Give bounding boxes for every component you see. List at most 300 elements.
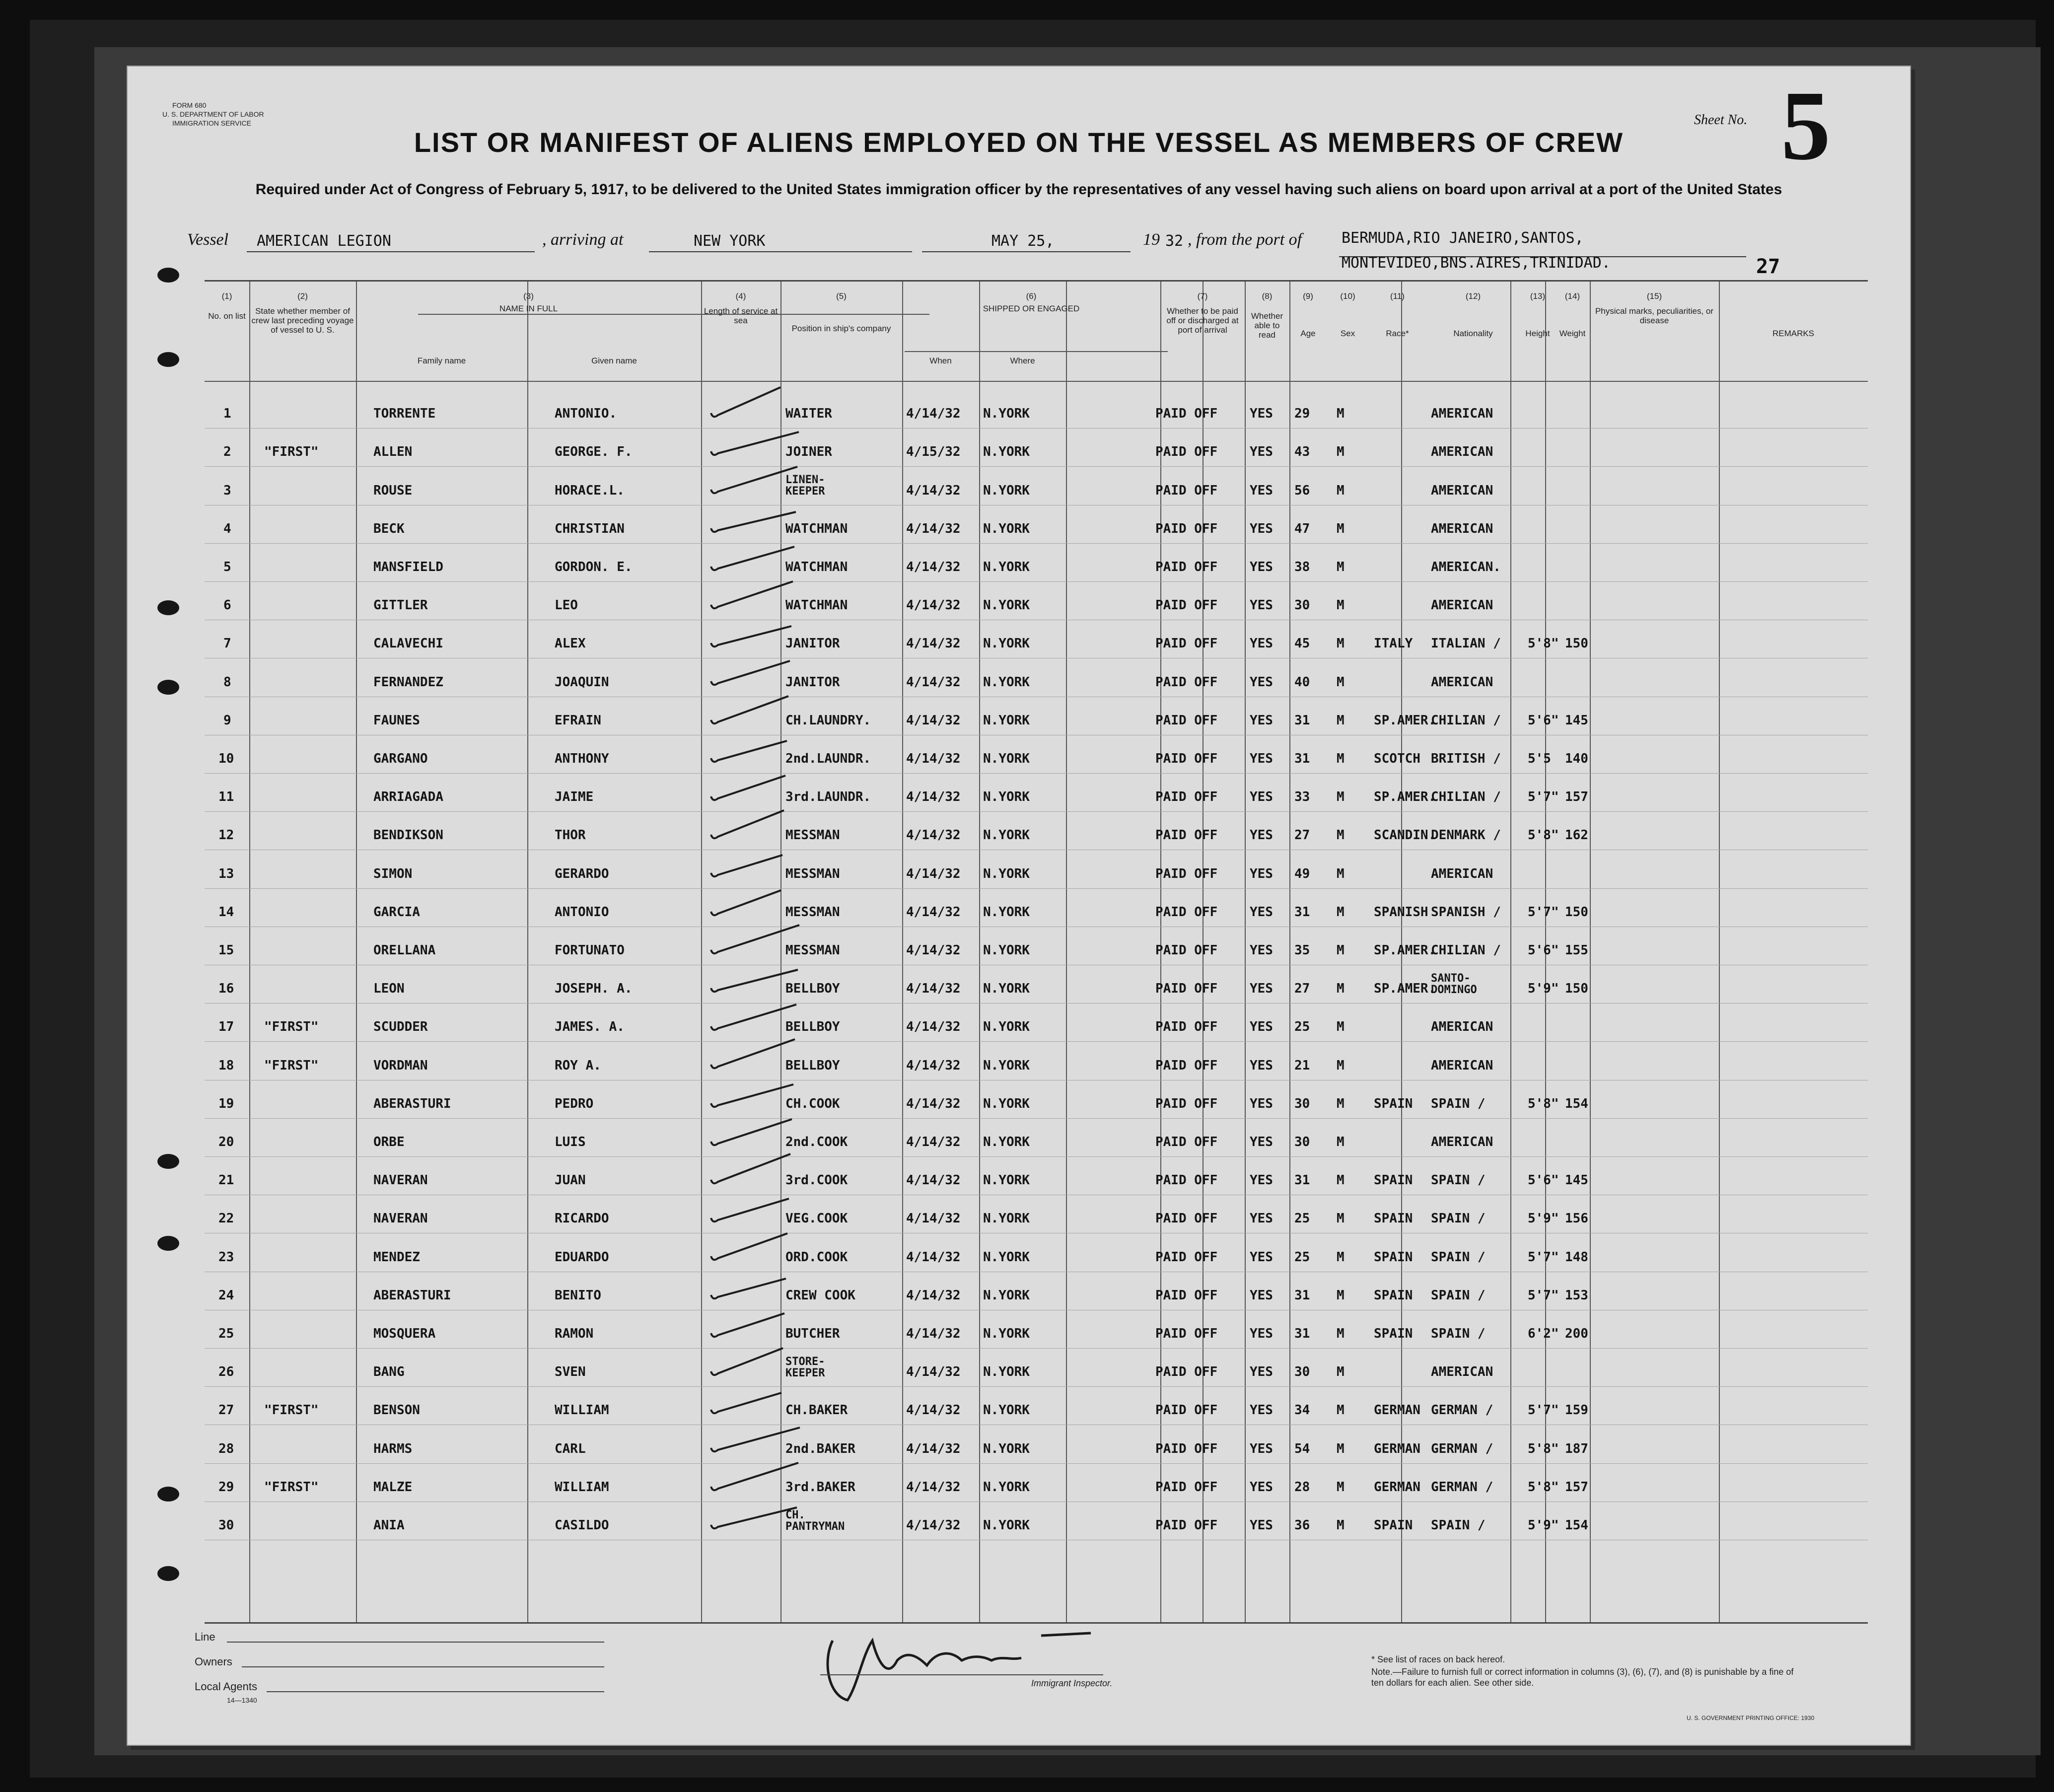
cell-pos: WAITER (785, 406, 832, 422)
cell-paid: PAID OFF (1155, 713, 1218, 728)
cell-age: 33 (1294, 789, 1310, 805)
cell-height: 5'7" (1528, 1403, 1559, 1418)
cell-family: ANIA (373, 1517, 405, 1533)
cell-age: 29 (1294, 406, 1310, 422)
cell-nat: GERMAN / (1431, 1479, 1493, 1495)
cell-n: 7 (223, 636, 231, 651)
column-divider (979, 282, 980, 1622)
cell-n: 25 (218, 1326, 234, 1341)
cell-n: 10 (218, 751, 234, 766)
cell-age: 43 (1294, 444, 1310, 460)
cell-family: GITTLER (373, 598, 428, 613)
penalty-note: Note.—Failure to furnish full or correct information in columns (3), (6), (7), and (8) is punishable by a fine of ten dollars for each alien. See other side. (1371, 1667, 1794, 1688)
cell-sex: M (1337, 444, 1345, 460)
cell-where: N.YORK (983, 1134, 1030, 1149)
cell-where: N.YORK (983, 904, 1030, 920)
cell-weight: 150 (1565, 636, 1588, 651)
cell-race: SPAIN (1374, 1288, 1413, 1303)
cell-read: YES (1250, 981, 1273, 997)
cell-age: 25 (1294, 1249, 1310, 1265)
cell-read: YES (1250, 789, 1273, 805)
cell-sex: M (1337, 1288, 1345, 1303)
column-divider (527, 282, 528, 1622)
cell-n: 29 (218, 1479, 234, 1495)
cell-read: YES (1250, 1288, 1273, 1303)
column-number-c15: (15) (1646, 291, 1662, 301)
cell-where: N.YORK (983, 828, 1030, 843)
cell-where: N.YORK (983, 1211, 1030, 1226)
column-divider (1590, 282, 1591, 1622)
column-number-c11: (11) (1390, 291, 1405, 301)
cell-age: 31 (1294, 1173, 1310, 1188)
cell-n: 14 (218, 904, 234, 920)
cell-read: YES (1250, 1096, 1273, 1111)
department: U. S. DEPARTMENT OF LABOR (162, 110, 264, 118)
cell-paid: PAID OFF (1155, 1441, 1218, 1456)
arrival-date: MAY 25, (992, 232, 1055, 250)
cell-read: YES (1250, 866, 1273, 881)
cell-pos: 3rd.LAUNDR. (785, 789, 871, 805)
cell-read: YES (1250, 674, 1273, 690)
service: IMMIGRATION SERVICE (172, 119, 251, 127)
cell-read: YES (1250, 904, 1273, 920)
cell-read: YES (1250, 444, 1273, 460)
cell-read: YES (1250, 1326, 1273, 1341)
cell-where: N.YORK (983, 1288, 1030, 1303)
cell-when: 4/14/32 (906, 521, 961, 536)
cell-pos: 2nd.COOK (785, 1134, 848, 1149)
row-rule (205, 428, 1868, 429)
column-header-c1: No. on list (208, 311, 246, 321)
row-rule (205, 466, 1868, 467)
row-rule (205, 811, 1868, 812)
cell-pos: MESSMAN (785, 904, 840, 920)
cell-pos: CH.BAKER (785, 1403, 848, 1418)
cell-n: 13 (218, 866, 234, 881)
cell-race: SP.AMER. (1374, 942, 1436, 958)
cell-family: ARRIAGADA (373, 789, 443, 805)
punch-hole (157, 268, 179, 283)
cell-when: 4/14/32 (906, 1517, 961, 1533)
owners-field (242, 1666, 604, 1667)
cell-pos: BELLBOY (785, 1019, 840, 1035)
row-rule (205, 1041, 1868, 1042)
cell-race: SPAIN (1374, 1249, 1413, 1265)
subheader-c6a: When (929, 356, 952, 365)
cell-n: 5 (223, 559, 231, 574)
cell-where: N.YORK (983, 866, 1030, 881)
cell-where: N.YORK (983, 406, 1030, 422)
cell-race: SP.AMER. (1374, 713, 1436, 728)
cell-height: 5'7" (1528, 1249, 1559, 1265)
cell-height: 5'8" (1528, 636, 1559, 651)
cell-given: THOR (555, 828, 586, 843)
cell-nat: ITALIAN / (1431, 636, 1501, 651)
cell-age: 31 (1294, 713, 1310, 728)
cell-nat: AMERICAN. (1431, 559, 1501, 574)
cell-family: MALZE (373, 1479, 413, 1495)
cell-age: 49 (1294, 866, 1310, 881)
vessel-name: AMERICAN LEGION (257, 232, 391, 250)
cell-family: NAVERAN (373, 1173, 428, 1188)
cell-family: CALAVECHI (373, 636, 443, 651)
header-divider-shipped (905, 351, 1168, 352)
cell-read: YES (1250, 828, 1273, 843)
column-header-c12: Nationality (1453, 329, 1493, 338)
cell-paid: PAID OFF (1155, 521, 1218, 536)
cell-where: N.YORK (983, 483, 1030, 498)
cell-where: N.YORK (983, 1364, 1030, 1380)
cell-family: MENDEZ (373, 1249, 420, 1265)
cell-n: 12 (218, 828, 234, 843)
cell-n: 2 (223, 444, 231, 460)
from-ports-1: BERMUDA,RIO JANEIRO,SANTOS, (1342, 229, 1584, 247)
cell-paid: PAID OFF (1155, 981, 1218, 997)
cell-pos: LINEN- KEEPER (785, 474, 825, 498)
header-bottom-line (205, 381, 1868, 382)
punch-hole (157, 680, 179, 695)
cell-weight: 157 (1565, 1479, 1588, 1495)
cell-when: 4/14/32 (906, 1134, 961, 1149)
cell-age: 38 (1294, 559, 1310, 574)
races-note: * See list of races on back hereof. (1371, 1654, 1505, 1664)
row-rule (205, 1386, 1868, 1387)
column-divider (356, 282, 357, 1622)
vessel-underline (247, 251, 535, 252)
cell-sex: M (1337, 1211, 1345, 1226)
manifest-table (205, 280, 1868, 1624)
cell-n: 28 (218, 1441, 234, 1456)
cell-n: 8 (223, 674, 231, 690)
cell-paid: PAID OFF (1155, 789, 1218, 805)
cell-family: BECK (373, 521, 405, 536)
form-id: FORM 680 (172, 101, 207, 109)
cell-paid: PAID OFF (1155, 559, 1218, 574)
cell-weight: 155 (1565, 942, 1588, 958)
cell-age: 30 (1294, 1364, 1310, 1380)
cell-weight: 140 (1565, 751, 1588, 766)
cell-nat: SPANISH / (1431, 904, 1501, 920)
cell-weight: 156 (1565, 1211, 1588, 1226)
cell-where: N.YORK (983, 1517, 1030, 1533)
cell-nat: AMERICAN (1431, 1134, 1493, 1149)
inspector-signature (813, 1621, 1111, 1705)
row-rule (205, 1463, 1868, 1464)
cell-given: JOAQUIN (555, 674, 609, 690)
cell-nat: SPAIN / (1431, 1173, 1486, 1188)
cell-where: N.YORK (983, 1441, 1030, 1456)
cell-race: SP.AMER. (1374, 789, 1436, 805)
cell-given: EFRAIN (555, 713, 601, 728)
cell-weight: 153 (1565, 1288, 1588, 1303)
cell-sex: M (1337, 1517, 1345, 1533)
cell-family: ROUSE (373, 483, 413, 498)
cell-sex: M (1337, 789, 1345, 805)
cell-where: N.YORK (983, 1058, 1030, 1073)
arriving-underline (649, 251, 912, 252)
cell-family: NAVERAN (373, 1211, 428, 1226)
cell-pos: JANITOR (785, 636, 840, 651)
cell-height: 5'8" (1528, 1479, 1559, 1495)
cell-pos: WATCHMAN (785, 521, 848, 536)
cell-when: 4/14/32 (906, 1288, 961, 1303)
cell-age: 31 (1294, 1326, 1310, 1341)
cell-paid: PAID OFF (1155, 1096, 1218, 1111)
document-title: LIST OR MANIFEST OF ALIENS EMPLOYED ON THE VESSEL AS MEMBERS OF CREW (414, 127, 1624, 158)
cell-when: 4/14/32 (906, 866, 961, 881)
cell-paid: PAID OFF (1155, 636, 1218, 651)
cell-height: 5'8" (1528, 1441, 1559, 1456)
row-rule (205, 1156, 1868, 1157)
cell-n: 11 (218, 789, 234, 805)
cell-weight: 187 (1565, 1441, 1588, 1456)
cell-nat: AMERICAN (1431, 1019, 1493, 1035)
punch-hole (157, 1154, 179, 1169)
cell-family: FERNANDEZ (373, 674, 443, 690)
cell-n: 4 (223, 521, 231, 536)
cell-n: 1 (223, 406, 231, 422)
column-divider (701, 282, 702, 1622)
punch-hole (157, 1566, 179, 1581)
cell-when: 4/14/32 (906, 1058, 961, 1073)
cell-n: 24 (218, 1288, 234, 1303)
cell-paid: PAID OFF (1155, 1288, 1218, 1303)
cell-given: RAMON (555, 1326, 594, 1341)
sheet-number: 5 (1781, 71, 1831, 181)
cell-family: VORDMAN (373, 1058, 428, 1073)
cell-height: 5'7" (1528, 1288, 1559, 1303)
cell-pos: MESSMAN (785, 828, 840, 843)
cell-nat: DENMARK / (1431, 828, 1501, 843)
column-number-c7: (7) (1197, 291, 1208, 301)
cell-race: ITALY (1374, 636, 1413, 651)
column-header-c9: Age (1300, 329, 1316, 338)
cell-height: 6'2" (1528, 1326, 1559, 1341)
cell-pos: BELLBOY (785, 1058, 840, 1073)
cell-paid: PAID OFF (1155, 751, 1218, 766)
cell-n: 6 (223, 598, 231, 613)
cell-given: JAIME (555, 789, 594, 805)
column-number-c14: (14) (1564, 291, 1580, 301)
cell-paid: PAID OFF (1155, 598, 1218, 613)
cell-paid: PAID OFF (1155, 406, 1218, 422)
cell-when: 4/14/32 (906, 1326, 961, 1341)
cell-nat: SPAIN / (1431, 1517, 1486, 1533)
cell-pos: 2nd.LAUNDR. (785, 751, 871, 766)
column-header-c16: REMARKS (1772, 329, 1815, 338)
cell-sex: M (1337, 942, 1345, 958)
cell-pos: MESSMAN (785, 942, 840, 958)
column-number-c4: (4) (735, 291, 746, 301)
cell-race: SPAIN (1374, 1096, 1413, 1111)
cell-nat: GERMAN / (1431, 1403, 1493, 1418)
cell-family: HARMS (373, 1441, 413, 1456)
cell-given: JAMES. A. (555, 1019, 625, 1035)
cell-where: N.YORK (983, 674, 1030, 690)
cell-given: GORDON. E. (555, 559, 633, 574)
cell-height: 5'7" (1528, 789, 1559, 805)
cell-height: 5'6" (1528, 713, 1559, 728)
cell-paid: PAID OFF (1155, 1019, 1218, 1035)
cell-given: EDUARDO (555, 1249, 609, 1265)
cell-when: 4/14/32 (906, 483, 961, 498)
cell-paid: PAID OFF (1155, 828, 1218, 843)
sheet-label: Sheet No. (1694, 112, 1748, 128)
cell-when: 4/14/32 (906, 1441, 961, 1456)
cell-paid: PAID OFF (1155, 1479, 1218, 1495)
cell-prev: "FIRST" (264, 1479, 319, 1495)
cell-given: ANTONIO (555, 904, 609, 920)
cell-where: N.YORK (983, 444, 1030, 460)
cell-age: 35 (1294, 942, 1310, 958)
cell-given: BENITO (555, 1288, 601, 1303)
column-divider (1245, 282, 1246, 1622)
cell-read: YES (1250, 636, 1273, 651)
column-header-c3: NAME IN FULL (499, 304, 558, 313)
cell-paid: PAID OFF (1155, 1173, 1218, 1188)
cell-sex: M (1337, 674, 1345, 690)
cell-age: 27 (1294, 828, 1310, 843)
cell-n: 27 (218, 1403, 234, 1418)
cell-given: HORACE.L. (555, 483, 625, 498)
cell-weight: 159 (1565, 1403, 1588, 1418)
cell-given: ANTONIO. (555, 406, 617, 422)
cell-height: 5'6" (1528, 942, 1559, 958)
cell-weight: 200 (1565, 1326, 1588, 1341)
cell-sex: M (1337, 713, 1345, 728)
cell-age: 25 (1294, 1211, 1310, 1226)
cell-age: 30 (1294, 1134, 1310, 1149)
cell-n: 9 (223, 713, 231, 728)
cell-read: YES (1250, 751, 1273, 766)
cell-paid: PAID OFF (1155, 674, 1218, 690)
column-divider (902, 282, 903, 1622)
cell-when: 4/14/32 (906, 751, 961, 766)
cell-where: N.YORK (983, 1249, 1030, 1265)
cell-sex: M (1337, 598, 1345, 613)
cell-height: 5'9" (1528, 1211, 1559, 1226)
cell-read: YES (1250, 1479, 1273, 1495)
cell-when: 4/14/32 (906, 904, 961, 920)
cell-family: SCUDDER (373, 1019, 428, 1035)
subheader-c6b: Where (1010, 356, 1035, 365)
cell-height: 5'8" (1528, 828, 1559, 843)
cell-nat: SPAIN / (1431, 1249, 1486, 1265)
column-header-c2: State whether member of crew last preceding voyage of vessel to U. S. (251, 306, 354, 335)
cell-n: 16 (218, 981, 234, 997)
cell-sex: M (1337, 981, 1345, 997)
cell-when: 4/14/32 (906, 636, 961, 651)
cell-family: ABERASTURI (373, 1288, 451, 1303)
cell-family: BENSON (373, 1403, 420, 1418)
cell-pos: CREW COOK (785, 1288, 855, 1303)
cell-race: SCOTCH (1374, 751, 1420, 766)
column-header-c8: Whether able to read (1251, 311, 1283, 340)
cell-where: N.YORK (983, 713, 1030, 728)
cell-when: 4/14/32 (906, 1211, 961, 1226)
cell-n: 22 (218, 1211, 234, 1226)
column-header-c14: Weight (1559, 329, 1586, 338)
column-divider (249, 282, 250, 1622)
cell-nat: SANTO- DOMINGO (1431, 972, 1477, 996)
cell-sex: M (1337, 483, 1345, 498)
cell-n: 21 (218, 1173, 234, 1188)
column-number-c10: (10) (1340, 291, 1355, 301)
cell-when: 4/14/32 (906, 1019, 961, 1035)
cell-height: 5'7" (1528, 904, 1559, 920)
cell-family: BANG (373, 1364, 405, 1380)
cell-height: 5'8" (1528, 1096, 1559, 1111)
column-number-c12: (12) (1465, 291, 1481, 301)
column-number-c1: (1) (221, 291, 232, 301)
cell-where: N.YORK (983, 751, 1030, 766)
cell-given: PEDRO (555, 1096, 594, 1111)
cell-given: RICARDO (555, 1211, 609, 1226)
cell-sex: M (1337, 636, 1345, 651)
inspector-line (820, 1674, 1103, 1675)
cell-height: 5'9" (1528, 1517, 1559, 1533)
cell-sex: M (1337, 1249, 1345, 1265)
cell-given: LEO (555, 598, 578, 613)
cell-sex: M (1337, 1058, 1345, 1073)
cell-when: 4/14/32 (906, 789, 961, 805)
cell-nat: AMERICAN (1431, 1364, 1493, 1380)
cell-age: 30 (1294, 598, 1310, 613)
cell-read: YES (1250, 1173, 1273, 1188)
cell-pos: MESSMAN (785, 866, 840, 881)
cell-n: 3 (223, 483, 231, 498)
cell-where: N.YORK (983, 1403, 1030, 1418)
cell-sex: M (1337, 904, 1345, 920)
cell-family: ORBE (373, 1134, 405, 1149)
cell-given: WILLIAM (555, 1403, 609, 1418)
cell-paid: PAID OFF (1155, 1249, 1218, 1265)
cell-weight: 157 (1565, 789, 1588, 805)
subheader-c3b: Given name (591, 356, 637, 365)
header-divider-names (418, 314, 929, 315)
cell-given: ANTHONY (555, 751, 609, 766)
cell-age: 54 (1294, 1441, 1310, 1456)
cell-where: N.YORK (983, 636, 1030, 651)
manifest-page (127, 66, 1911, 1746)
column-number-c13: (13) (1530, 291, 1546, 301)
cell-race: GERMAN (1374, 1479, 1420, 1495)
cell-race: SCANDIN. (1374, 828, 1436, 843)
cell-given: CHRISTIAN (555, 521, 625, 536)
cell-nat: CHILIAN / (1431, 713, 1501, 728)
column-header-c5: Position in ship's company (791, 324, 891, 333)
column-number-c9: (9) (1303, 291, 1313, 301)
cell-read: YES (1250, 1403, 1273, 1418)
cell-age: 25 (1294, 1019, 1310, 1035)
cell-family: MANSFIELD (373, 559, 443, 574)
cell-sex: M (1337, 1173, 1345, 1188)
cell-n: 15 (218, 942, 234, 958)
cell-sex: M (1337, 1096, 1345, 1111)
cell-pos: 3rd.BAKER (785, 1479, 855, 1495)
punch-hole (157, 352, 179, 367)
cell-nat: SPAIN / (1431, 1096, 1486, 1111)
cell-weight: 150 (1565, 904, 1588, 920)
cell-given: FORTUNATO (555, 942, 625, 958)
cell-height: 5'6" (1528, 1173, 1559, 1188)
cell-read: YES (1250, 942, 1273, 958)
cell-sex: M (1337, 1134, 1345, 1149)
cell-nat: CHILIAN / (1431, 942, 1501, 958)
cell-sex: M (1337, 751, 1345, 766)
cell-given: CARL (555, 1441, 586, 1456)
cell-given: SVEN (555, 1364, 586, 1380)
